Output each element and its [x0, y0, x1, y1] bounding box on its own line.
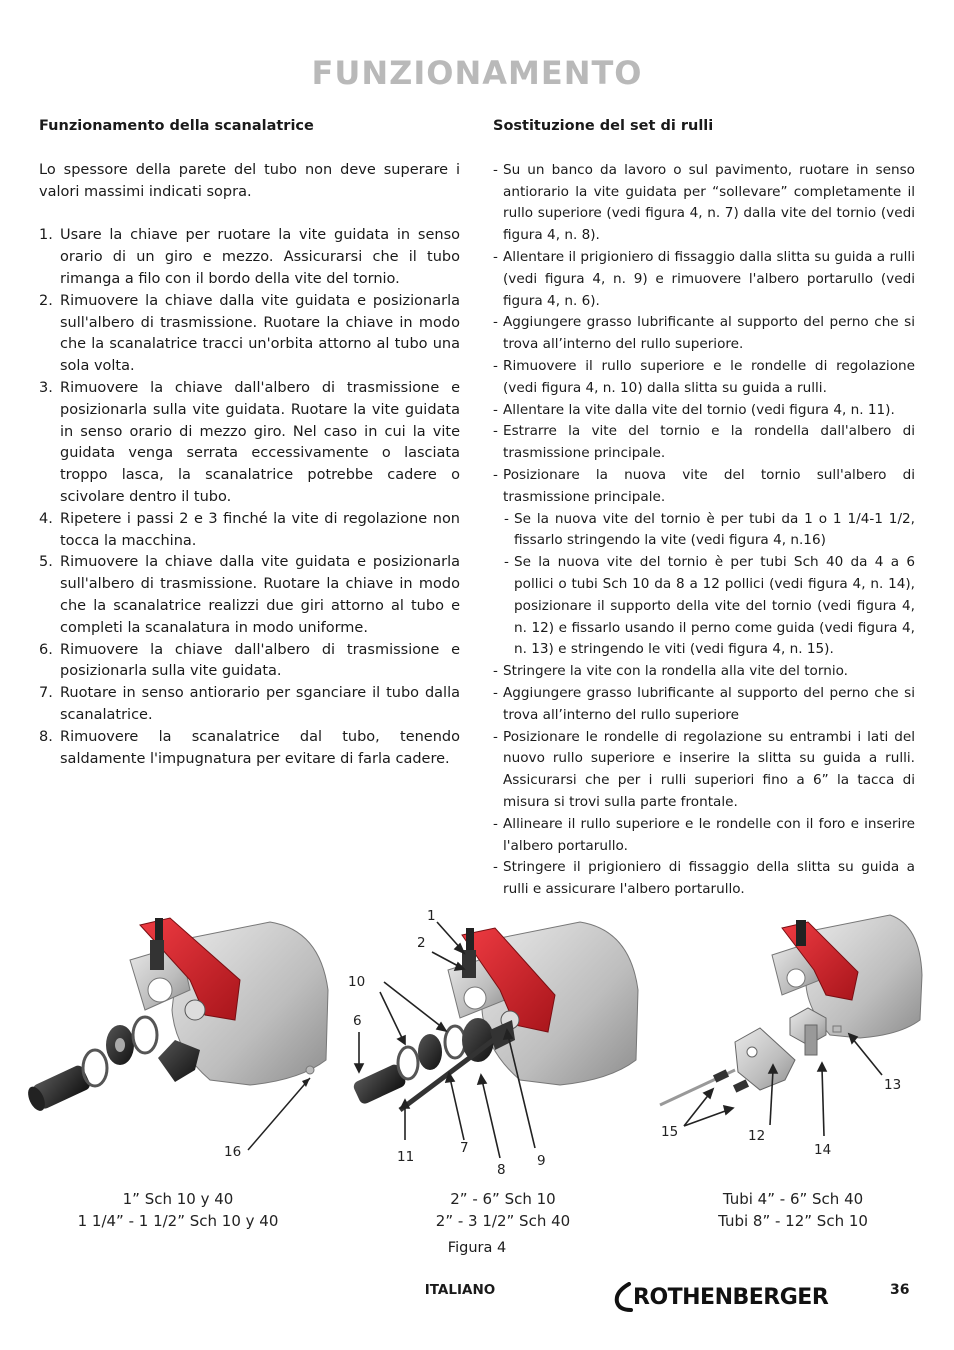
list-item: - Se la nuova vite del tornio è per tubi da 1 o 1 1/4-1 1/2, fissarlo stringendo la vite (vedi figura 4, n.16)	[504, 510, 915, 549]
list-item: 8. Rimuovere la scanalatrice dal tubo, tenendo saldamente l'impugnatura per evitare di farla cadere.	[39, 728, 460, 767]
groover-illustration-2	[352, 922, 638, 1158]
caption-3: Tubi 4” - 6” Sch 40 Tubi 8” - 12” Sch 10	[718, 1190, 868, 1230]
callout-16: 16	[224, 1144, 242, 1160]
list-item: - Aggiungere grasso lubrificante al supporto del perno che si trova all’interno del rullo superiore.	[493, 314, 915, 353]
callout-8: 8	[497, 1162, 506, 1178]
page-title: FUNZIONAMENTO	[311, 54, 643, 92]
callout-7: 7	[460, 1140, 469, 1156]
brand-name: ROTHENBERGER	[633, 1284, 829, 1310]
right-heading: Sostituzione del set di rulli	[493, 118, 714, 134]
steps-list	[39, 225, 460, 770]
callout-15: 15	[661, 1124, 679, 1140]
brand-swoosh-icon	[613, 1282, 633, 1312]
list-item: 2. Rimuovere la chiave dalla vite guidata e posizionarla sull'albero di trasmissione. Ruotare la chiave in modo che la scanalatrice tracci un'orbita attorno al tubo una sola volta.	[39, 292, 460, 375]
list-item: - Posizionare la nuova vite del tornio sull'albero di trasmissione principale.	[493, 466, 915, 505]
list-item: - Aggiungere grasso lubrificante al supporto del perno che si trova all’interno del rullo superiore	[493, 684, 915, 723]
list-item: 3. Rimuovere la chiave dall'albero di trasmissione e posizionarla sulla vite guidata. Ruotare la vite guidata in senso orario di mezzo giro. Nel caso in cui la vite guidata venga serrata eccessivamente o lasciata troppo lasca, la scanalatrice potrebbe cadere o scivolare dentro il tubo.	[39, 379, 460, 505]
groover-illustration-3	[660, 915, 922, 1136]
list-item: - Estrarre la vite del tornio e la rondella dall'albero di trasmissione principale.	[493, 423, 915, 462]
callout-10: 10	[348, 974, 366, 990]
list-item: - Rimuovere il rullo superiore e le rondelle di regolazione (vedi figura 4, n. 10) dalla slitta su guida a rulli.	[493, 357, 915, 396]
list-item: 5. Rimuovere la chiave dalla vite guidata e posizionarla sull'albero di trasmissione. Ruotare la chiave in modo che la scanalatrice realizzi due giri attorno al tubo e completi la scanalatura in modo uniforme.	[39, 554, 460, 636]
page-number: 36	[890, 1282, 910, 1298]
callout-1: 1	[427, 908, 436, 924]
callout-12: 12	[748, 1128, 766, 1144]
caption-2: 2” - 6” Sch 10 2” - 3 1/2” Sch 40	[435, 1190, 571, 1230]
caption-1: 1” Sch 10 y 40 1 1/4” - 1 1/2” Sch 10 y 40	[77, 1190, 279, 1230]
callout-11: 11	[397, 1149, 415, 1165]
figure-illustration	[0, 900, 954, 1200]
callout-14: 14	[814, 1142, 832, 1158]
list-item: 1. Usare la chiave per ruotare la vite guidata in senso orario di un giro e mezzo. Assicurarsi che il tubo rimanga a filo con il bordo della vite del tornio.	[39, 227, 460, 287]
list-item: - Posizionare le rondelle di regolazione su entrambi i lati del nuovo rullo superiore e inserire la slitta su guida a rulli. Assicurarsi che per i rulli superiori fino a 6” la tacca di misura si trovi sulla parte frontale.	[493, 728, 915, 810]
right-column	[493, 116, 915, 901]
brand-logo	[613, 1279, 828, 1315]
callout-13: 13	[884, 1077, 902, 1093]
list-item: - Allentare il prigioniero di fissaggio dalla slitta su guida a rulli (vedi figura 4, n. 9) e rimuovere l'albero portarullo (vedi figura 4, n. 6).	[493, 248, 915, 309]
callout-2: 2	[417, 935, 426, 951]
instructions-list	[493, 160, 915, 901]
figure-label: Figura 4	[447, 1240, 507, 1256]
footer-language: ITALIANO	[424, 1282, 496, 1298]
left-heading: Funzionamento della scanalatrice	[39, 118, 314, 134]
groover-illustration-1	[25, 918, 328, 1150]
list-item: - Stringere il prigioniero di fissaggio della slitta su guida a rulli e assicurare l'albero portarullo.	[493, 859, 915, 898]
list-item: - Stringere la vite con la rondella alla vite del tornio.	[493, 663, 848, 680]
list-item: - Su un banco da lavoro o sul pavimento, ruotare in senso antiorario la vite guidata per “sollevare” completamente il rullo superiore (vedi figura 4, n. 7) dalla vite del tornio (vedi figura 4, n. 8).	[493, 161, 915, 244]
list-item: 4. Ripetere i passi 2 e 3 finché la vite di regolazione non tocca la macchina.	[39, 510, 460, 549]
callout-6: 6	[353, 1013, 362, 1029]
list-item: 6. Rimuovere la chiave dall'albero di trasmissione e posizionarla sulla vite guidata.	[39, 641, 460, 680]
list-item: - Se la nuova vite del tornio è per tubi Sch 40 da 4 a 6 pollici o tubi Sch 10 da 8 a 12 pollici (vedi figura 4, n. 14), posizionare il supporto della vite del tornio (vedi figura 4, n. 12) e fissarlo usando il perno come guida (vedi figura 4, n. 13) e stringendo le viti (vedi figura 4, n. 15).	[504, 554, 915, 658]
callout-9: 9	[537, 1153, 546, 1169]
left-column	[39, 116, 460, 770]
list-item: - Allentare la vite dalla vite del tornio (vedi figura 4, n. 11).	[493, 401, 895, 418]
list-item: - Allineare il rullo superiore e le rondelle con il foro e inserire l'albero portarullo.	[493, 815, 915, 854]
list-item: 7. Ruotare in senso antiorario per sganciare il tubo dalla scanalatrice.	[39, 685, 460, 723]
left-intro: Lo spessore della parete del tubo non deve superare i valori massimi indicati sopra.	[39, 161, 460, 200]
